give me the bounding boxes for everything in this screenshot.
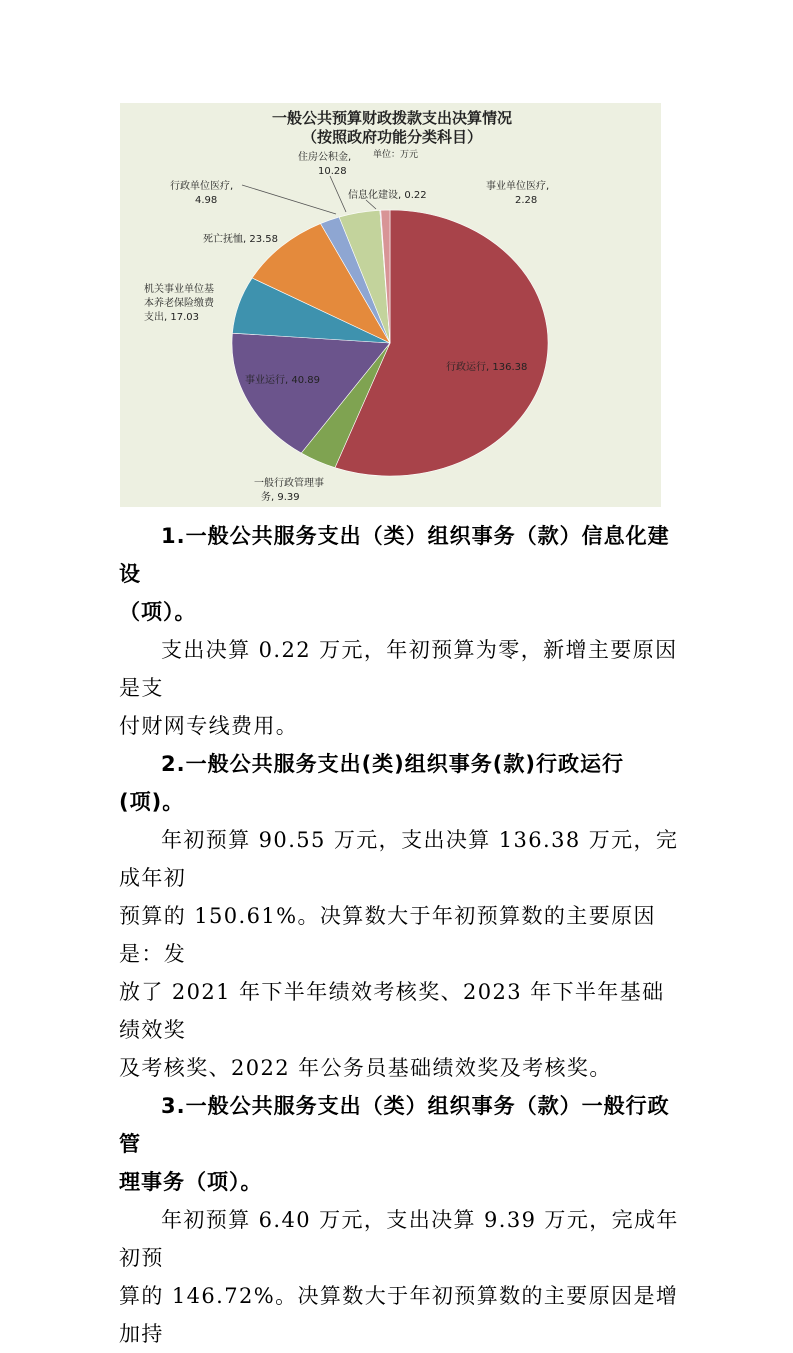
label-zfgjj-1: 住房公积金, (298, 152, 352, 163)
chart-title: 一般公共预算财政拨款支出决算情况 (271, 109, 513, 127)
label-syyl-2: 2.28 (515, 195, 538, 206)
document-body (119, 517, 679, 1353)
label-jiguan-3: 支出, 17.03 (144, 312, 199, 323)
section-3-heading: 3.一般公共服务支出（类）组织事务（款）一般行政管 理事务（项）。 (119, 1094, 670, 1194)
label-syyl-1: 事业单位医疗, (486, 181, 550, 192)
label-siwang-fuxu: 死亡抚恤, 23.58 (203, 234, 278, 245)
chart-unit-label: 单位：万元 (373, 150, 419, 160)
label-zfgjj-2: 10.28 (318, 166, 347, 177)
section-1-body: 支出决算 0.22 万元，年初预算为零，新增主要原因是支 付财网专线费用。 (119, 638, 678, 738)
section-2-body: 年初预算 90.55 万元，支出决算 136.38 万元，完成年初 预算的 150.61%。决算数大于年初预算数的主要原因是：发 放了 2021 年下半年绩效考核奖、2023 年下半年基础绩效奖 及考核奖、2022 年公务员基础绩效奖及考核奖。 (119, 828, 679, 1080)
label-jiguan-1: 机关事业单位基 (144, 284, 214, 295)
label-jiguan-2: 本养老保险缴费 (144, 298, 214, 309)
pie-slices (232, 210, 548, 476)
leader-line-xxh (366, 200, 376, 209)
label-xzyl-1: 行政单位医疗, (170, 181, 234, 192)
label-yiban-xingzheng-1: 一般行政管理事 (254, 478, 324, 489)
leader-line-zfgjj (330, 176, 346, 212)
section-2-heading: 2.一般公共服务支出(类)组织事务(款)行政运行(项)。 (119, 752, 624, 814)
chart-subtitle: （按照政府功能分类科目） (301, 128, 483, 146)
label-yiban-xingzheng-2: 务, 9.39 (261, 492, 300, 503)
pie-chart-svg (120, 103, 661, 507)
label-xzyl-2: 4.98 (195, 195, 218, 206)
label-shiye-yunxing: 事业运行, 40.89 (245, 375, 320, 386)
label-xinxihua: 信息化建设, 0.22 (348, 190, 427, 201)
pie-chart (120, 103, 661, 507)
section-1-heading: 1.一般公共服务支出（类）组织事务（款）信息化建设 （项）。 (119, 524, 670, 624)
section-3-body: 年初预算 6.40 万元，支出决算 9.39 万元，完成年初预 算的 146.72%。决算数大于年初预算数的主要原因是增加持 (119, 1208, 679, 1346)
label-xingzheng-yunxing: 行政运行, 136.38 (446, 362, 528, 373)
leader-line-xzyl (242, 185, 336, 214)
